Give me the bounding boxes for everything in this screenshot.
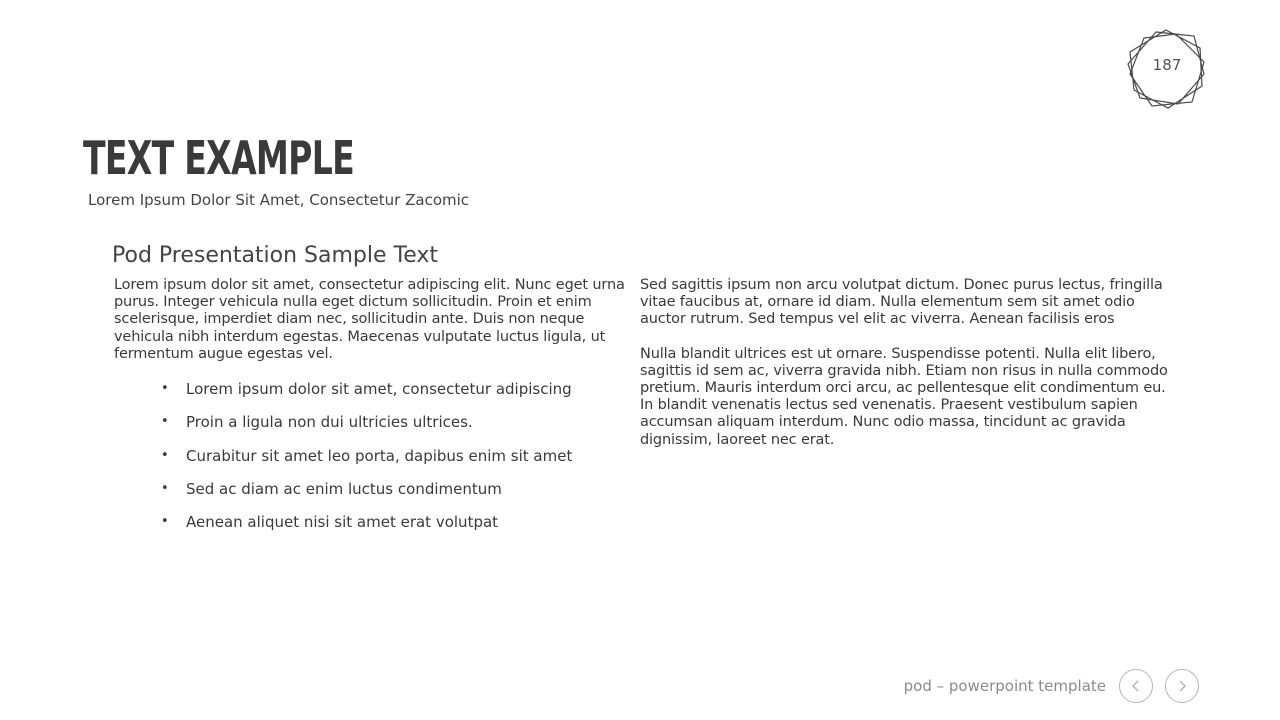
next-slide-button[interactable] [1165,669,1199,703]
previous-slide-button[interactable] [1119,669,1153,703]
bullet-list [160,378,572,544]
bullet-dot-icon: • [161,414,169,430]
bullet-item [160,478,572,511]
bullet-text: Sed ac diam ac enim luctus condimentum [186,479,502,498]
bullet-dot-icon: • [161,514,169,530]
chevron-left-icon [1129,679,1143,693]
left-column [114,277,634,363]
bullet-text: Aenean aliquet nisi sit amet erat volutpat [186,513,499,532]
bullet-dot-icon: • [161,480,169,496]
bullet-item [160,445,572,478]
left-paragraph: Lorem ipsum dolor sit amet, consectetur adipiscing elit. Nunc eget urna purus. Integer vehicula nulla eget dictum sollicitudin. Proin et enim scelerisque, imperdiet diam nec, sollicitudin ante. Duis non neque vehicula nibh interdum egestas. Maecenas vulputate luctus ligula, ut fermentum augue egestas vel. [114,277,625,362]
bullet-dot-icon: • [161,447,169,463]
bullet-dot-icon: • [161,381,169,396]
bullet-text: Curabitur sit amet leo porta, dapibus enim sit amet [186,446,573,465]
bullet-item [160,378,572,411]
page-number-badge [1126,28,1204,110]
page-subtitle: Lorem Ipsum Dolor Sit Amet, Consectetur Zacomic [88,191,470,209]
bullet-text: Proin a ligula non dui ultricies ultrices. [186,413,473,432]
right-paragraph-1: Sed sagittis ipsum non arcu volutpat dictum. Donec purus lectus, fringilla vitae faucibus at, ornare id diam. Nulla elementum sem sit amet odio auctor rutrum. Sed tempus vel elit ac viverra. Aenean facilisis eros [640,277,1163,328]
bullet-text: Lorem ipsum dolor sit amet, consectetur adipiscing [186,380,572,398]
section-heading: Pod Presentation Sample Text [112,243,439,268]
right-paragraph-2: Nulla blandit ultrices est ut ornare. Suspendisse potenti. Nulla elit libero, sagittis id sem ac, viverra gravida nibh. Etiam non risus in nulla commodo pretium. Mauris interdum orci arcu, ac pellentesque elit condimentum eu. In blandit venenatis lectus sed venenatis. Praesent vestibulum sapien accumsan aliquam interdum. Nunc odio massa, tincidunt ac gravida dignissim, laoreet nec erat. [640,345,1168,448]
footer-label: pod – powerpoint template [903,677,1106,695]
chevron-right-icon [1175,679,1189,693]
right-column [640,277,1170,449]
page-title: TEXT EXAMPLE [83,131,354,185]
bullet-item [160,511,572,544]
page-number: 187 [1152,56,1182,74]
bullet-item [160,411,572,444]
